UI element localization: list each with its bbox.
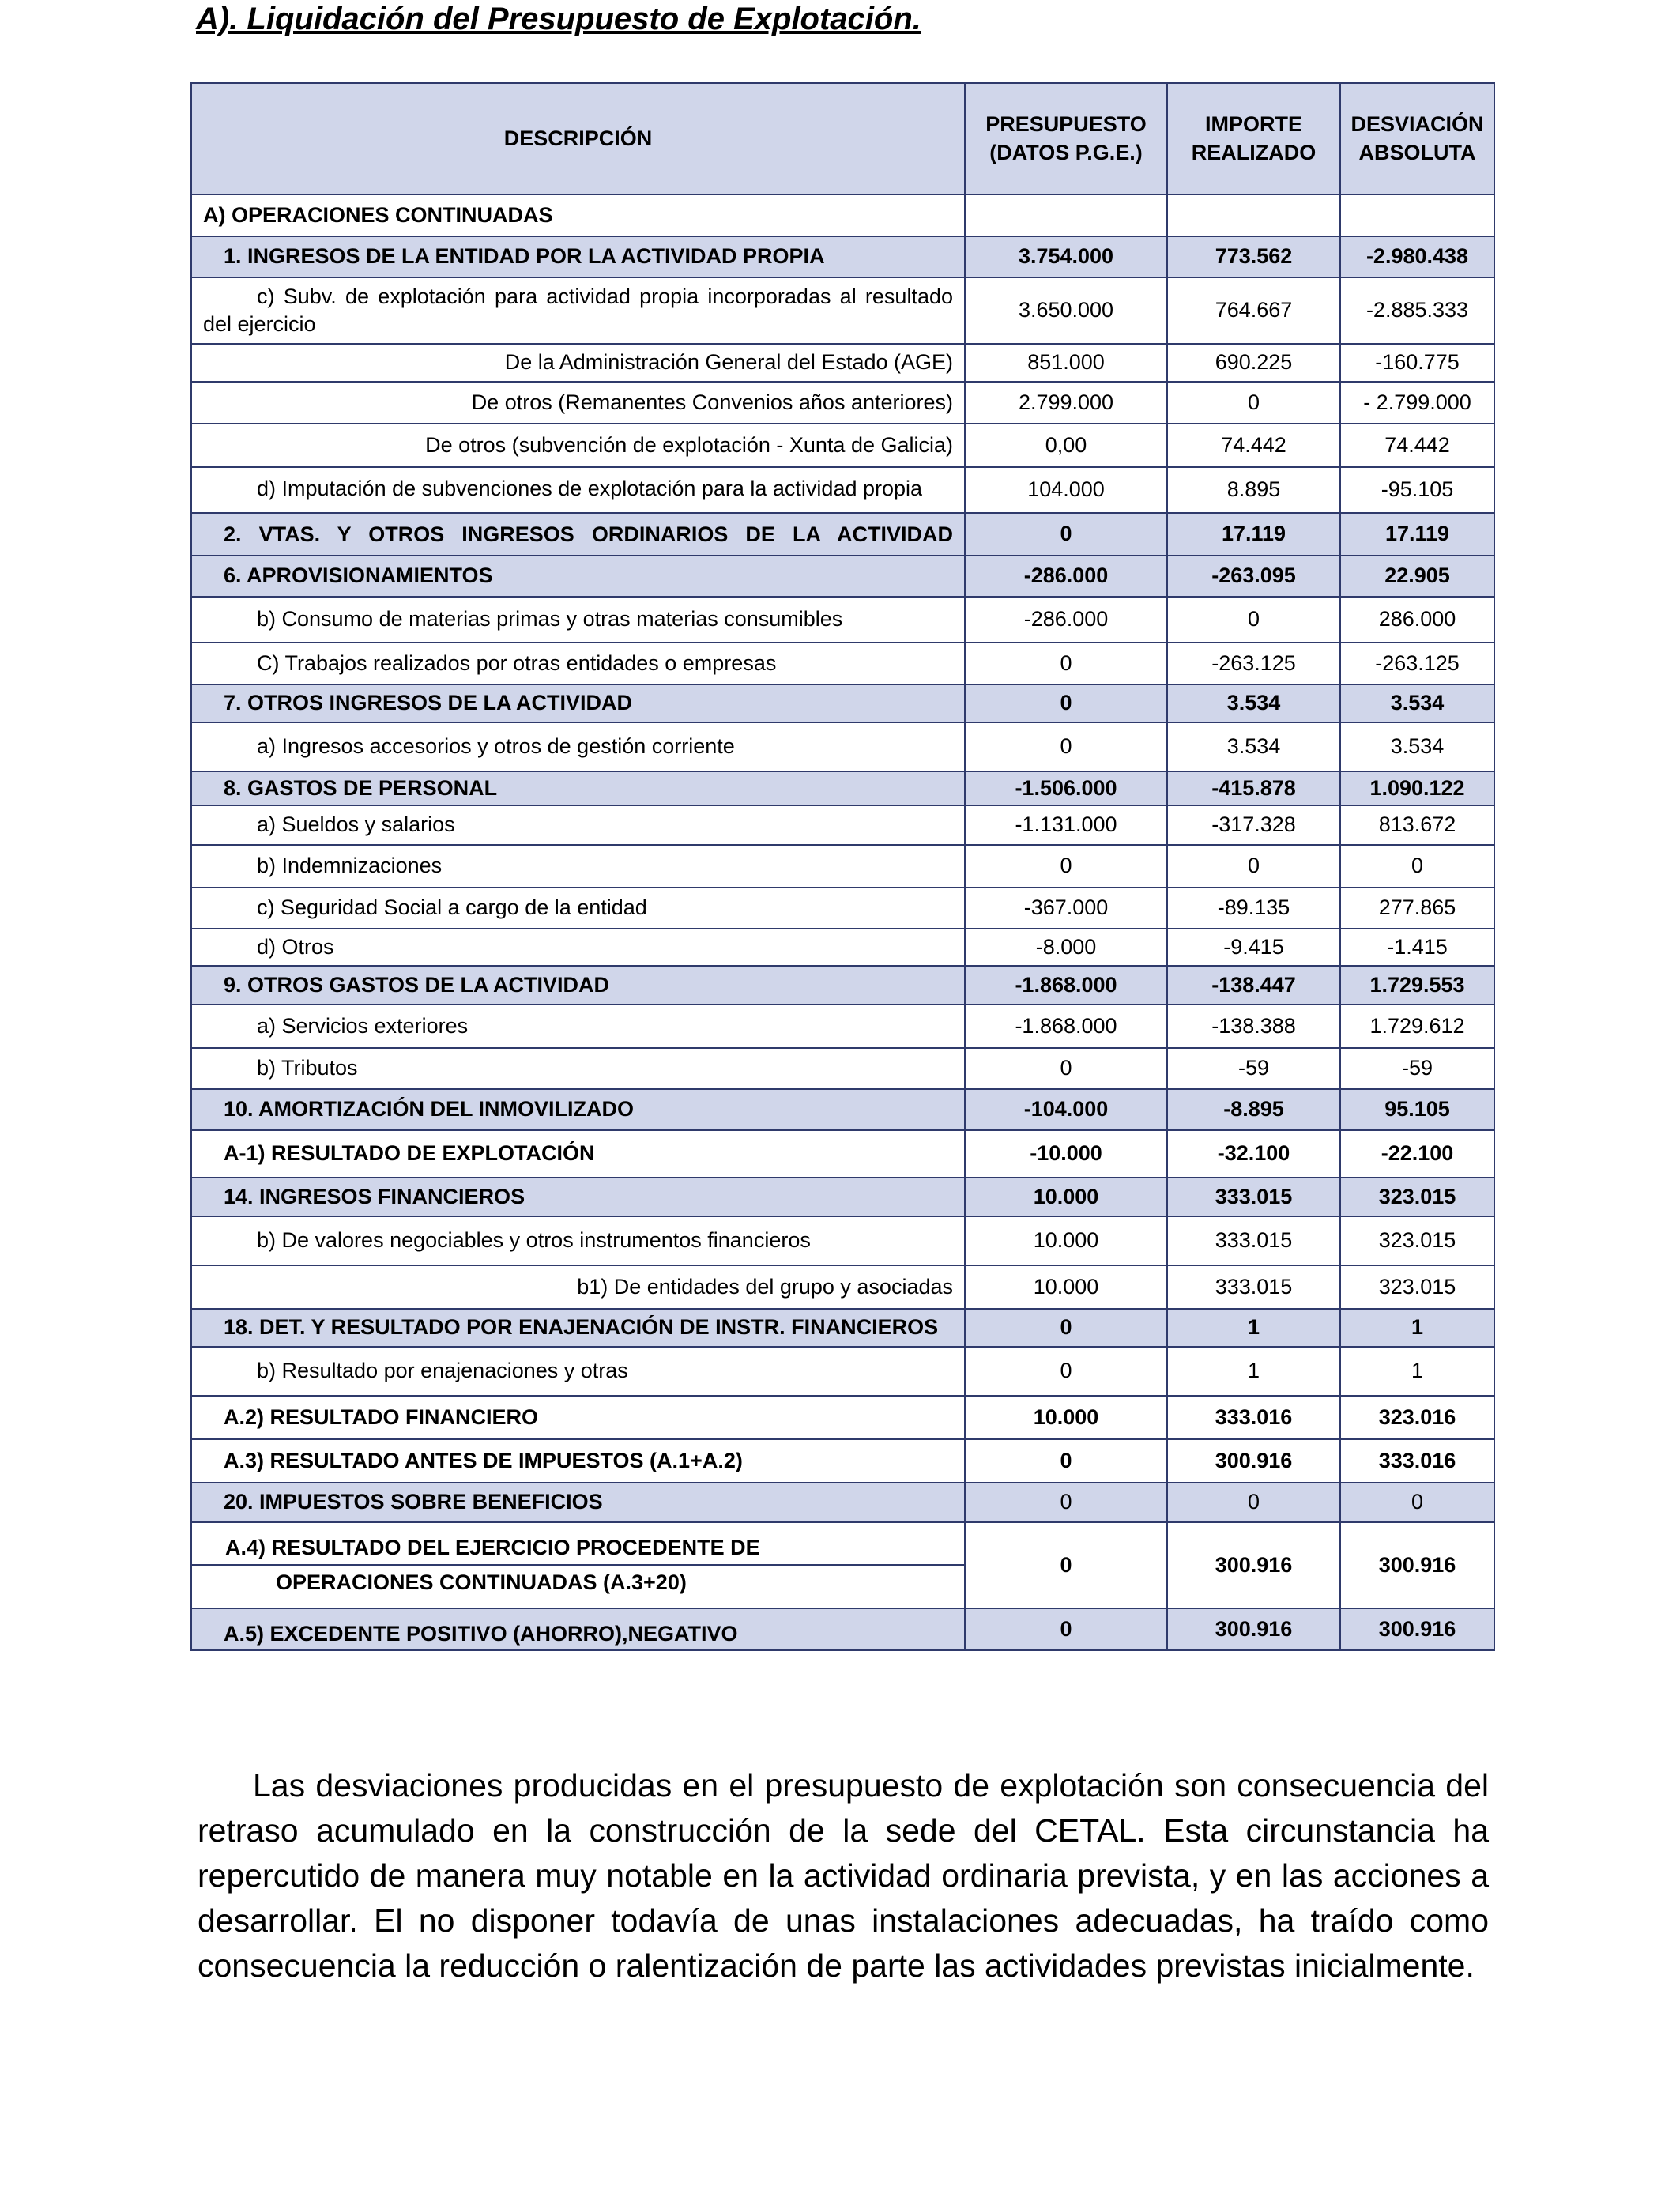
cell-desviacion: 813.672: [1340, 805, 1494, 845]
table-row: [191, 467, 1494, 513]
row-label-cell: [191, 1522, 965, 1608]
cell-desviacion: 300.916: [1340, 1522, 1494, 1608]
cell-importe: 3.534: [1167, 722, 1340, 771]
row-label: A.3) RESULTADO ANTES DE IMPUESTOS (A.1+A.2): [191, 1439, 965, 1483]
cell-importe: 3.534: [1167, 684, 1340, 722]
cell-desviacion: 1.729.553: [1340, 966, 1494, 1005]
row-label: b) Indemnizaciones: [191, 845, 965, 888]
cell-presupuesto: 10.000: [965, 1396, 1167, 1439]
cell-presupuesto: 0: [965, 1608, 1167, 1650]
table-row: [191, 845, 1494, 888]
cell-presupuesto: 104.000: [965, 467, 1167, 513]
cell-importe: 333.015: [1167, 1178, 1340, 1216]
cell-importe: 0: [1167, 597, 1340, 643]
row-label: C) Trabajos realizados por otras entidades o empresas: [191, 643, 965, 684]
cell-desviacion: 333.016: [1340, 1439, 1494, 1483]
table-row: [191, 1265, 1494, 1309]
cell-desviacion: -2.885.333: [1340, 277, 1494, 344]
cell-importe: [1167, 194, 1340, 236]
cell-desviacion: [1340, 194, 1494, 236]
cell-presupuesto: 0: [965, 1309, 1167, 1347]
row-label: A-1) RESULTADO DE EXPLOTACIÓN: [191, 1130, 965, 1178]
table-row: [191, 805, 1494, 845]
table-header-row: [191, 83, 1494, 194]
cell-presupuesto: 10.000: [965, 1265, 1167, 1309]
cell-desviacion: 74.442: [1340, 424, 1494, 467]
row-label: 14. INGRESOS FINANCIEROS: [191, 1178, 965, 1216]
cell-importe: 764.667: [1167, 277, 1340, 344]
cell-presupuesto: 0: [965, 1439, 1167, 1483]
row-label-cell: [191, 467, 965, 513]
table-row: [191, 424, 1494, 467]
row-label: c) Seguridad Social a cargo de la entidad: [191, 888, 965, 929]
cell-presupuesto: -8.000: [965, 929, 1167, 966]
row-label: De la Administración General del Estado (AGE): [191, 344, 965, 382]
section-heading: A). Liquidación del Presupuesto de Explotación.: [196, 2, 921, 36]
row-label: 2. VTAS. Y OTROS INGRESOS ORDINARIOS DE LA ACTIVIDAD: [224, 522, 953, 546]
row-label: 9. OTROS GASTOS DE LA ACTIVIDAD: [191, 966, 965, 1005]
cell-importe: 300.916: [1167, 1439, 1340, 1483]
cell-presupuesto: 0,00: [965, 424, 1167, 467]
row-label: b) Tributos: [191, 1048, 965, 1089]
cell-importe: 690.225: [1167, 344, 1340, 382]
table-row: [191, 513, 1494, 556]
header-importe-line1: IMPORTE: [1204, 112, 1302, 137]
cell-desviacion: 3.534: [1340, 684, 1494, 722]
table-row: [191, 344, 1494, 382]
header-presupuesto-line2: (DATOS P.G.E.): [989, 140, 1143, 164]
cell-presupuesto: -367.000: [965, 888, 1167, 929]
header-presupuesto: [965, 83, 1167, 194]
row-label: De otros (Remanentes Convenios años anteriores): [191, 382, 965, 424]
cell-presupuesto: -1.131.000: [965, 805, 1167, 845]
row-label: a) Sueldos y salarios: [191, 805, 965, 845]
table-row: [191, 771, 1494, 805]
row-label: A) OPERACIONES CONTINUADAS: [191, 194, 965, 236]
row-label: b) Resultado por enajenaciones y otras: [191, 1347, 965, 1396]
header-importe-line2: REALIZADO: [1191, 140, 1317, 164]
cell-importe: 773.562: [1167, 236, 1340, 277]
cell-desviacion: 3.534: [1340, 722, 1494, 771]
cell-importe: 333.016: [1167, 1396, 1340, 1439]
row-label: b) Consumo de materias primas y otras materias consumibles: [191, 597, 965, 643]
table-row: [191, 1048, 1494, 1089]
cell-presupuesto: -10.000: [965, 1130, 1167, 1178]
row-label: c) Subv. de explotación para actividad propia incorporadas al resultado del ejercicio: [191, 277, 965, 344]
row-label: 7. OTROS INGRESOS DE LA ACTIVIDAD: [191, 684, 965, 722]
cell-importe: -263.095: [1167, 556, 1340, 597]
table-row: [191, 1130, 1494, 1178]
table-row: [191, 1005, 1494, 1048]
cell-desviacion: -59: [1340, 1048, 1494, 1089]
cell-importe: -138.388: [1167, 1005, 1340, 1048]
cell-importe: -263.125: [1167, 643, 1340, 684]
cell-desviacion: 1.090.122: [1340, 771, 1494, 805]
cell-desviacion: 1: [1340, 1347, 1494, 1396]
header-descripcion: DESCRIPCIÓN: [191, 83, 965, 194]
budget-table: [190, 82, 1495, 1651]
cell-desviacion: 17.119: [1340, 513, 1494, 556]
table-row: [191, 1178, 1494, 1216]
row-label: a) Servicios exteriores: [191, 1005, 965, 1048]
cell-desviacion: -22.100: [1340, 1130, 1494, 1178]
cell-desviacion: 323.015: [1340, 1265, 1494, 1309]
cell-presupuesto: 10.000: [965, 1216, 1167, 1265]
cell-desviacion: 300.916: [1340, 1608, 1494, 1650]
row-label: A.4) RESULTADO DEL EJERCICIO PROCEDENTE DE: [192, 1523, 964, 1566]
row-label: 8. GASTOS DE PERSONAL: [191, 771, 965, 805]
cell-desviacion: 286.000: [1340, 597, 1494, 643]
row-label: a) Ingresos accesorios y otros de gestión corriente: [191, 722, 965, 771]
table-row: [191, 1522, 1494, 1608]
header-desviacion-line1: DESVIACIÓN: [1350, 112, 1484, 137]
table-row: [191, 597, 1494, 643]
cell-desviacion: - 2.799.000: [1340, 382, 1494, 424]
cell-importe: 0: [1167, 1483, 1340, 1522]
cell-desviacion: -2.980.438: [1340, 236, 1494, 277]
table-row: [191, 1347, 1494, 1396]
cell-presupuesto: -1.506.000: [965, 771, 1167, 805]
cell-presupuesto: 0: [965, 1048, 1167, 1089]
cell-desviacion: 1: [1340, 1309, 1494, 1347]
cell-importe: 1: [1167, 1309, 1340, 1347]
cell-importe: 333.015: [1167, 1216, 1340, 1265]
cell-importe: -415.878: [1167, 771, 1340, 805]
table-row: [191, 888, 1494, 929]
row-label: 1. INGRESOS DE LA ENTIDAD POR LA ACTIVIDAD PROPIA: [191, 236, 965, 277]
row-label: A.2) RESULTADO FINANCIERO: [191, 1396, 965, 1439]
table-row: [191, 194, 1494, 236]
cell-presupuesto: 0: [965, 513, 1167, 556]
cell-importe: 333.015: [1167, 1265, 1340, 1309]
row-label: b1) De entidades del grupo y asociadas: [191, 1265, 965, 1309]
cell-desviacion: 277.865: [1340, 888, 1494, 929]
cell-desviacion: -160.775: [1340, 344, 1494, 382]
cell-importe: -138.447: [1167, 966, 1340, 1005]
cell-desviacion: 323.015: [1340, 1216, 1494, 1265]
cell-importe: 300.916: [1167, 1522, 1340, 1608]
cell-desviacion: 1.729.612: [1340, 1005, 1494, 1048]
table-row: [191, 929, 1494, 966]
cell-presupuesto: -286.000: [965, 597, 1167, 643]
cell-presupuesto: 0: [965, 722, 1167, 771]
table-row: [191, 1483, 1494, 1522]
row-label: b) De valores negociables y otros instrumentos financieros: [191, 1216, 965, 1265]
cell-desviacion: 323.016: [1340, 1396, 1494, 1439]
cell-importe: 8.895: [1167, 467, 1340, 513]
cell-importe: -317.328: [1167, 805, 1340, 845]
row-label-cell: [191, 513, 965, 556]
cell-importe: 300.916: [1167, 1608, 1340, 1650]
table-row: [191, 684, 1494, 722]
cell-importe: 1: [1167, 1347, 1340, 1396]
cell-importe: -32.100: [1167, 1130, 1340, 1178]
cell-presupuesto: 3.650.000: [965, 277, 1167, 344]
cell-desviacion: 0: [1340, 845, 1494, 888]
cell-presupuesto: 0: [965, 1522, 1167, 1608]
cell-presupuesto: 0: [965, 684, 1167, 722]
cell-importe: -89.135: [1167, 888, 1340, 929]
cell-presupuesto: -286.000: [965, 556, 1167, 597]
table-row: [191, 1089, 1494, 1130]
cell-desviacion: -263.125: [1340, 643, 1494, 684]
cell-importe: 0: [1167, 382, 1340, 424]
cell-presupuesto: 0: [965, 1483, 1167, 1522]
cell-presupuesto: [965, 194, 1167, 236]
table-row: [191, 722, 1494, 771]
cell-importe: -9.415: [1167, 929, 1340, 966]
cell-importe: 17.119: [1167, 513, 1340, 556]
cell-importe: -8.895: [1167, 1089, 1340, 1130]
cell-importe: 0: [1167, 845, 1340, 888]
table-row: [191, 382, 1494, 424]
table-row: [191, 1396, 1494, 1439]
table-row: [191, 966, 1494, 1005]
row-label: A.5) EXCEDENTE POSITIVO (AHORRO),NEGATIVO: [191, 1608, 965, 1650]
table-row: [191, 643, 1494, 684]
cell-desviacion: -1.415: [1340, 929, 1494, 966]
row-label: 10. AMORTIZACIÓN DEL INMOVILIZADO: [191, 1089, 965, 1130]
table-row: [191, 1216, 1494, 1265]
row-label: d) Imputación de subvenciones de explotación para la actividad propia: [257, 477, 923, 500]
header-desviacion-line2: ABSOLUTA: [1358, 140, 1476, 164]
cell-desviacion: 22.905: [1340, 556, 1494, 597]
table-row: [191, 277, 1494, 344]
cell-desviacion: -95.105: [1340, 467, 1494, 513]
table-row: [191, 236, 1494, 277]
cell-presupuesto: 851.000: [965, 344, 1167, 382]
header-importe: [1167, 83, 1340, 194]
cell-presupuesto: -104.000: [965, 1089, 1167, 1130]
row-label: 6. APROVISIONAMIENTOS: [191, 556, 965, 597]
cell-presupuesto: 2.799.000: [965, 382, 1167, 424]
cell-presupuesto: -1.868.000: [965, 966, 1167, 1005]
table-row: [191, 1608, 1494, 1650]
row-label: 18. DET. Y RESULTADO POR ENAJENACIÓN DE INSTR. FINANCIEROS: [191, 1309, 965, 1347]
cell-desviacion: 95.105: [1340, 1089, 1494, 1130]
cell-presupuesto: 0: [965, 1347, 1167, 1396]
cell-presupuesto: 0: [965, 643, 1167, 684]
cell-desviacion: 0: [1340, 1483, 1494, 1522]
cell-presupuesto: -1.868.000: [965, 1005, 1167, 1048]
cell-importe: 74.442: [1167, 424, 1340, 467]
table-row: [191, 556, 1494, 597]
explanation-paragraph: Las desviaciones producidas en el presupuesto de explotación son consecuencia del retraso acumulado en la construcción de la sede del CETAL. Esta circunstancia ha repercutido de manera muy notable en la actividad ordinaria prevista, y en las acciones a desarrollar. El no disponer todavía de unas instalaciones adecuadas, ha traído como consecuencia la reducción o ralentización de parte las actividades previstas inicialmente.: [198, 1767, 1489, 1984]
cell-presupuesto: 3.754.000: [965, 236, 1167, 277]
cell-importe: -59: [1167, 1048, 1340, 1089]
cell-presupuesto: 0: [965, 845, 1167, 888]
row-label: De otros (subvención de explotación - Xunta de Galicia): [191, 424, 965, 467]
header-desviacion: [1340, 83, 1494, 194]
table-row: [191, 1439, 1494, 1483]
header-presupuesto-line1: PRESUPUESTO: [985, 112, 1147, 137]
table-row: [191, 1309, 1494, 1347]
cell-desviacion: 323.015: [1340, 1178, 1494, 1216]
cell-presupuesto: 10.000: [965, 1178, 1167, 1216]
row-label: 20. IMPUESTOS SOBRE BENEFICIOS: [191, 1483, 965, 1522]
row-label: d) Otros: [191, 929, 965, 966]
row-label-continuation: OPERACIONES CONTINUADAS (A.3+20): [276, 1570, 687, 1594]
